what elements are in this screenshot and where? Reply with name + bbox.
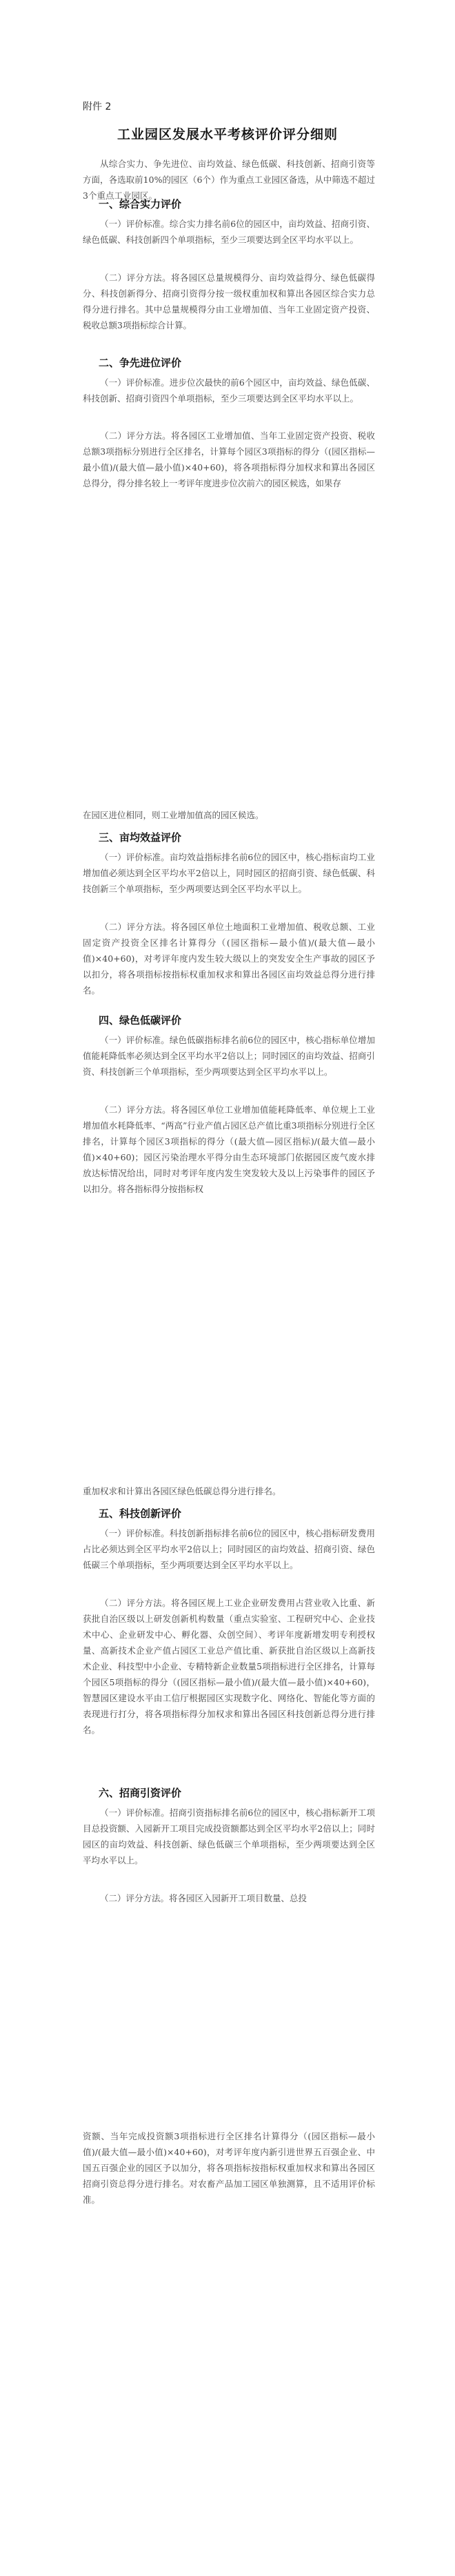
section-2-standard: （一）评价标准。进步位次最快的前6个园区中，亩均效益、绿色低碳、科技创新、招商引资四个单项指标，至少三项要达到全区平均水平以上。 (83, 377, 375, 404)
section-6-standard: （一）评价标准。招商引资指标排名前6位的园区中，核心指标新开工项目总投资额、入园新开工项目完成投资额都达到全区平均水平2倍以上；同时园区的亩均效益、科技创新、绿色低碳三个单项指标，至少两项要达到全区平均水平以上。 (83, 1807, 375, 1865)
section-5-heading: 五、科技创新评价 (99, 1507, 182, 1520)
section-6-method-continued: 资额、当年完成投资额3项指标进行全区排名计算得分（(园区指标—最小值)/(最大值—最小值)×40+60)，对考评年度内新引进世界五百强企业、中国五百强企业的园区予以加分，将各项指标按指标权重加权求和算出各园区招商引资总得分进行排名。对农畜产品加工园区单独测算，且不适用评价标准。 (83, 2131, 375, 2205)
section-3-heading: 三、亩均效益评价 (99, 831, 182, 844)
section-4-method: （二）评分方法。将各园区单位工业增加值能耗降低率、单位规上工业增加值水耗降低率、“两高”行业产值占园区总产值比重3项指标分别进行全区排名，计算每个园区3项指标的得分（(最大值—园区指标)/(最大值—最小值)×40+60)；园区污染治理水平得分由生态环境部门依据园区废气废水排放达标情况给出，同时对考评年度内发生突发较大及以上污染事件的园区予以扣分。将各指标得分按指标权 (83, 1104, 375, 1194)
section-4-standard: （一）评价标准。绿色低碳指标排名前6位的园区中，核心指标单位增加值能耗降低率必须达到全区平均水平2倍以上；同时园区的亩均效益、招商引资、科技创新三个单项指标，至少两项要达到全区平均水平以上。 (83, 1035, 375, 1077)
section-5-method: （二）评分方法。将各园区规上工业企业研发费用占营业收入比重、新获批自治区级以上研发创新机构数量（重点实验室、工程研究中心、企业技术中心、企业研发中心、孵化器、众创空间）、考评年度新增发明专利授权量、高新技术企业产值占园区工业总产值比重、新获批自治区级以上高新技术企业、科技型中小企业、专精特新企业数量5项指标进行全区排名，计算每个园区5项指标的得分（(园区指标—最小值)/(最大值—最小值)×40+60)，智慧园区建设水平由工信厅根据园区实现数字化、网络化、智能化等方面的表现进行打分，将各项指标得分加权求和算出各园区科技创新总得分进行排名。 (83, 1598, 375, 1735)
section-5-standard: （一）评价标准。科技创新指标排名前6位的园区中，核心指标研发费用占比必须达到全区平均水平2倍以上；同时园区的亩均效益、招商引资、绿色低碳三个单项指标，至少两项要达到全区平均水平以上。 (83, 1528, 375, 1570)
section-1-method: （二）评分方法。将各园区总量规模得分、亩均效益得分、绿色低碳得分、科技创新得分、招商引资得分按一级权重加权和算出各园区综合实力总得分进行排名。其中总量规模得分由工业增加值、当年工业固定资产投资、税收总额3项指标综合计算。 (83, 273, 375, 330)
section-2-method-continued: 在园区进位相同，则工业增加值高的园区候选。 (83, 810, 264, 820)
section-2-heading: 二、争先进位评价 (99, 357, 182, 369)
section-1-standard: （一）评价标准。综合实力排名前6位的园区中，亩均效益、招商引资、绿色低碳、科技创新四个单项指标，至少三项要达到全区平均水平以上。 (83, 219, 375, 245)
section-3-method: （二）评分方法。将各园区单位土地面积工业增加值、税收总额、工业固定资产投资全区排名计算得分（(园区指标—最小值)/(最大值—最小值)×40+60)，对考评年度内发生较大级以上的突发安全生产事故的园区予以扣分，将各项指标按指标权重加权求和算出各园区亩均效益总得分进行排名。 (83, 922, 375, 995)
document-title: 工业园区发展水平考核评价评分细则 (117, 127, 338, 142)
section-4-method-continued: 重加权求和计算出各园区绿色低碳总得分进行排名。 (83, 1486, 281, 1496)
section-1-heading: 一、综合实力评价 (99, 198, 182, 210)
section-4-heading: 四、绿色低碳评价 (99, 1014, 182, 1027)
section-6-method: （二）评分方法。将各园区入园新开工项目数量、总投 (100, 1893, 307, 1903)
section-3-standard: （一）评价标准。亩均效益指标排名前6位的园区中，核心指标亩均工业增加值必须达到全区平均水平2倍以上，同时园区的招商引资、绿色低碳、科技创新三个单项指标，至少两项要达到全区平均水平以上。 (83, 852, 375, 894)
intro-paragraph: 从综合实力、争先进位、亩均效益、绿色低碳、科技创新、招商引资等方面，各选取前10%的园区（6个）作为重点工业园区备选，从中筛选不超过3个重点工业园区。 (83, 159, 375, 201)
section-6-heading: 六、招商引资评价 (99, 1787, 182, 1799)
section-2-method: （二）评分方法。将各园区工业增加值、当年工业固定资产投资、税收总额3项指标分别进行全区排名，计算每个园区3项指标的得分（(园区指标—最小值)/(最大值—最小值)×40+60)，将各项指标得分加权求和算出各园区总得分，得分排名较上一考评年度进步位次前六的园区候选，如果存 (83, 430, 375, 488)
attachment-label: 附件 2 (83, 101, 112, 112)
